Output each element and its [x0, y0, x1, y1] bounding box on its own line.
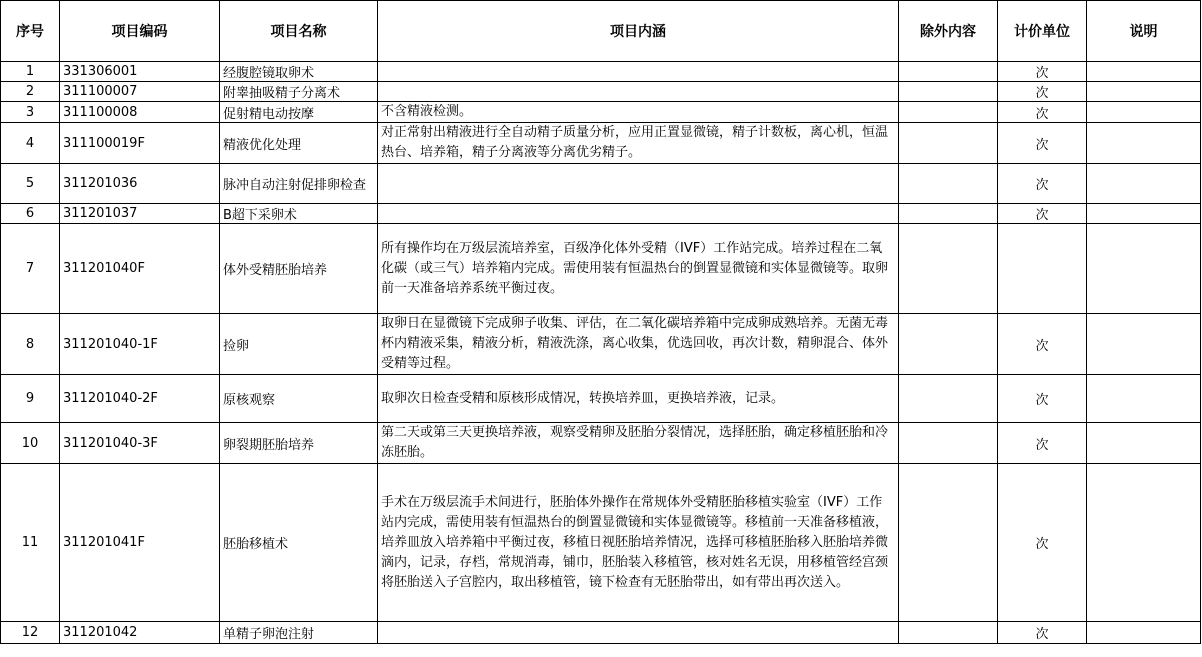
cell-content [378, 82, 899, 102]
cell-code: 311100008 [60, 102, 220, 123]
cell-content: 所有操作均在万级层流培养室，百级净化体外受精（IVF）工作站完成。培养过程在二氧化碳（或三气）培养箱内完成。需使用装有恒温热台的倒置显微镜和实体显微镜等。取卵前一天准备培养系统平衡过夜。 [378, 224, 899, 314]
cell-content [378, 622, 899, 644]
cell-name: 促射精电动按摩 [220, 102, 378, 123]
header-unit: 计价单位 [998, 1, 1087, 62]
cell-note [1087, 204, 1201, 224]
cell-note [1087, 622, 1201, 644]
cell-unit: 次 [998, 464, 1087, 622]
cell-code: 311201037 [60, 204, 220, 224]
cell-code: 311201036 [60, 164, 220, 204]
cell-content: 第二天或第三天更换培养液，观察受精卵及胚胎分裂情况，选择胚胎，确定移植胚胎和冷冻胚胎。 [378, 423, 899, 464]
cell-name: 脉冲自动注射促排卵检查 [220, 164, 378, 204]
cell-seq: 12 [1, 622, 60, 644]
header-row [1, 1, 1201, 62]
header-content: 项目内涵 [378, 1, 899, 62]
cell-exclusions [899, 423, 998, 464]
cell-content [378, 204, 899, 224]
cell-seq: 6 [1, 204, 60, 224]
cell-content [378, 62, 899, 82]
cell-exclusions [899, 224, 998, 314]
cell-exclusions [899, 375, 998, 423]
cell-seq: 11 [1, 464, 60, 622]
header-name: 项目名称 [220, 1, 378, 62]
cell-seq: 10 [1, 423, 60, 464]
cell-unit: 次 [998, 164, 1087, 204]
cell-unit: 次 [998, 204, 1087, 224]
cell-unit: 次 [998, 82, 1087, 102]
cell-content: 取卵日在显微镜下完成卵子收集、评估，在二氧化碳培养箱中完成卵成熟培养。无菌无毒杯内精液采集，精液分析，精液洗涤，离心收集，优选回收，再次计数，精卵混合、体外受精等过程。 [378, 314, 899, 375]
cell-code: 311201040F [60, 224, 220, 314]
cell-unit: 次 [998, 314, 1087, 375]
cell-seq: 9 [1, 375, 60, 423]
cell-content: 不含精液检测。 [378, 102, 899, 123]
cell-code: 311201042 [60, 622, 220, 644]
cell-code: 311201041F [60, 464, 220, 622]
cell-note [1087, 164, 1201, 204]
cell-code: 311201040-1F [60, 314, 220, 375]
cell-seq: 3 [1, 102, 60, 123]
cell-note [1087, 423, 1201, 464]
header-exclusions: 除外内容 [899, 1, 998, 62]
cell-note [1087, 82, 1201, 102]
cell-note [1087, 314, 1201, 375]
cell-unit [998, 224, 1087, 314]
cell-seq: 1 [1, 62, 60, 82]
cell-unit: 次 [998, 423, 1087, 464]
cell-seq: 7 [1, 224, 60, 314]
cell-exclusions [899, 102, 998, 123]
table-row [1, 423, 1201, 464]
cell-name: 原核观察 [220, 375, 378, 423]
table-row [1, 82, 1201, 102]
cell-exclusions [899, 123, 998, 164]
cell-note [1087, 375, 1201, 423]
cell-name: 附睾抽吸精子分离术 [220, 82, 378, 102]
cell-name: 体外受精胚胎培养 [220, 224, 378, 314]
cell-unit: 次 [998, 102, 1087, 123]
table-row [1, 164, 1201, 204]
table-row [1, 62, 1201, 82]
cell-content: 取卵次日检查受精和原核形成情况，转换培养皿，更换培养液，记录。 [378, 375, 899, 423]
cell-content: 手术在万级层流手术间进行，胚胎体外操作在常规体外受精胚胎移植实验室（IVF）工作站内完成，需使用装有恒温热台的倒置显微镜和实体显微镜等。移植前一天准备移植液，培养皿放入培养箱中平衡过夜，移植日视胚胎培养情况，选择可移植胚胎移入胚胎培养微滴内，记录，存档，常规消毒，铺巾，胚胎装入移植管，核对姓名无误，用移植管经宫颈将胚胎送入子宫腔内，取出移植管，镜下检查有无胚胎带出，如有带出再次送入。 [378, 464, 899, 622]
cell-name: 卵裂期胚胎培养 [220, 423, 378, 464]
header-seq: 序号 [1, 1, 60, 62]
cell-name: 胚胎移植术 [220, 464, 378, 622]
table-row [1, 314, 1201, 375]
cell-exclusions [899, 62, 998, 82]
cell-note [1087, 224, 1201, 314]
table-row [1, 464, 1201, 622]
cell-seq: 4 [1, 123, 60, 164]
cell-exclusions [899, 82, 998, 102]
table-row [1, 375, 1201, 423]
cell-unit: 次 [998, 62, 1087, 82]
header-code: 项目编码 [60, 1, 220, 62]
table-row [1, 224, 1201, 314]
table-row [1, 123, 1201, 164]
cell-exclusions [899, 164, 998, 204]
cell-note [1087, 123, 1201, 164]
cell-name: 捡卵 [220, 314, 378, 375]
cell-seq: 2 [1, 82, 60, 102]
cell-content: 对正常射出精液进行全自动精子质量分析，应用正置显微镜，精子计数板，离心机，恒温热台、培养箱，精子分离液等分离优劣精子。 [378, 123, 899, 164]
table-row [1, 204, 1201, 224]
cell-exclusions [899, 204, 998, 224]
cell-exclusions [899, 464, 998, 622]
cell-exclusions [899, 622, 998, 644]
cell-unit: 次 [998, 622, 1087, 644]
cell-code: 311201040-2F [60, 375, 220, 423]
cell-exclusions [899, 314, 998, 375]
cell-seq: 8 [1, 314, 60, 375]
table-row [1, 102, 1201, 123]
cell-unit: 次 [998, 123, 1087, 164]
cell-seq: 5 [1, 164, 60, 204]
cell-code: 311100019F [60, 123, 220, 164]
table-row [1, 622, 1201, 644]
cell-name: 单精子卵泡注射 [220, 622, 378, 644]
cell-code: 331306001 [60, 62, 220, 82]
cell-note [1087, 102, 1201, 123]
header-note: 说明 [1087, 1, 1201, 62]
cell-name: B超下采卵术 [220, 204, 378, 224]
cell-note [1087, 464, 1201, 622]
cell-content [378, 164, 899, 204]
cell-unit: 次 [998, 375, 1087, 423]
cell-note [1087, 62, 1201, 82]
cell-name: 经腹腔镜取卵术 [220, 62, 378, 82]
cell-code: 311100007 [60, 82, 220, 102]
cell-name: 精液优化处理 [220, 123, 378, 164]
cell-code: 311201040-3F [60, 423, 220, 464]
